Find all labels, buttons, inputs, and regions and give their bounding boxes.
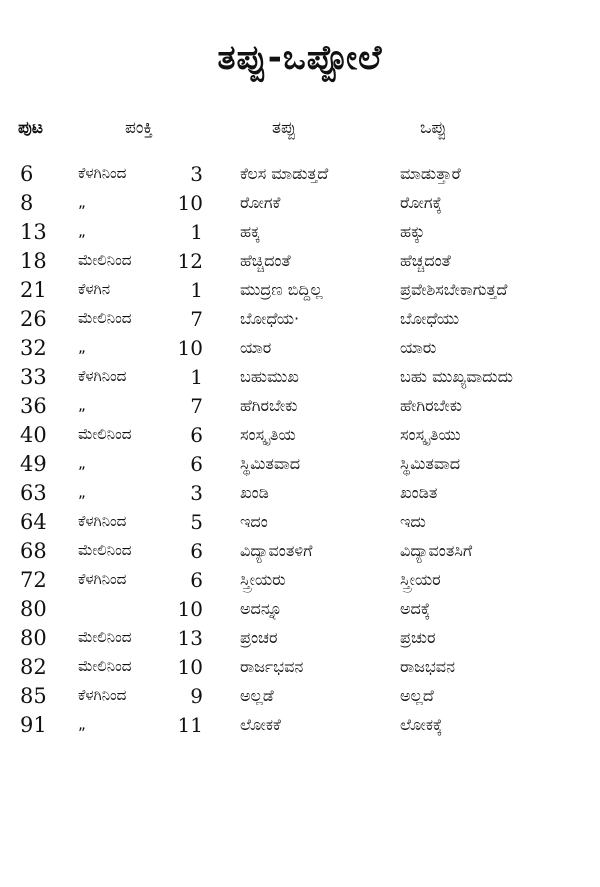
- row-page-number: 18: [20, 249, 47, 273]
- row-wrong-text: ಖಂಡಿ: [240, 483, 269, 502]
- row-wrong-text: ಬಹುಮುಖ: [240, 367, 299, 386]
- row-page-number: 64: [20, 510, 47, 534]
- row-page-number: 68: [20, 539, 47, 563]
- row-line-number: 10: [177, 191, 203, 215]
- row-position: ಮೇಲಿನಿಂದ: [78, 309, 132, 327]
- row-line-number: 6: [190, 452, 203, 476]
- row-position: „: [78, 193, 86, 211]
- row-page-number: 32: [20, 336, 47, 360]
- row-line-number: 12: [177, 249, 203, 273]
- table-row: [0, 537, 600, 566]
- row-page-number: 72: [20, 568, 47, 592]
- row-wrong-text: ವಿದ್ಯಾವಂತಳಿಗೆ: [240, 541, 313, 560]
- row-line-number: 6: [190, 423, 203, 447]
- row-page-number: 33: [20, 365, 47, 389]
- row-wrong-text: ಸ್ಥಿಮಿತವಾದ: [240, 454, 301, 473]
- row-line-number: 11: [177, 713, 203, 737]
- table-row: [0, 218, 600, 247]
- row-wrong-text: ರಾರ್ಜಭವನ: [240, 657, 304, 676]
- row-correct-text: ವಿದ್ಯಾವಂತಸಿಗೆ: [400, 541, 473, 560]
- row-correct-text: ಖಂಡಿತ: [400, 483, 438, 502]
- table-row: [0, 189, 600, 218]
- table-row: [0, 276, 600, 305]
- table-row: [0, 711, 600, 740]
- errata-table: [0, 160, 600, 740]
- page-title: ತಪ್ಪು-ಒಪ್ಪೋಲೆ: [217, 38, 383, 78]
- table-row: [0, 334, 600, 363]
- row-line-number: 9: [190, 684, 203, 708]
- row-wrong-text: ಮುದ್ರಣ ಬಿದ್ದಿಲ್ಲ: [240, 280, 323, 299]
- row-correct-text: ಲೋಕಕ್ಕೆ: [400, 715, 443, 734]
- table-row: [0, 450, 600, 479]
- row-position: ಮೇಲಿನಿಂದ: [78, 541, 132, 559]
- row-correct-text: ಹೇಗಿರಬೇಕು: [400, 396, 463, 415]
- row-page-number: 91: [20, 713, 47, 737]
- row-line-number: 6: [190, 539, 203, 563]
- row-page-number: 8: [20, 191, 34, 215]
- row-position: ಮೇಲಿನಿಂದ: [78, 425, 132, 443]
- table-row: [0, 421, 600, 450]
- row-correct-text: ಸ್ಥಿಮಿತವಾದ: [400, 454, 461, 473]
- table-header: [0, 118, 600, 148]
- row-correct-text: ಮಾಡುತ್ತಾರೆ: [400, 164, 461, 183]
- row-page-number: 80: [20, 597, 47, 621]
- header-page: ಪುಟ: [18, 118, 43, 138]
- row-position: ಕೆಳಗಿನಿಂದ: [78, 686, 127, 704]
- row-correct-text: ಇದು: [400, 512, 426, 531]
- row-correct-text: ರಾಜಭವನ: [400, 657, 455, 676]
- row-page-number: 85: [20, 684, 47, 708]
- row-line-number: 7: [190, 307, 203, 331]
- row-page-number: 80: [20, 626, 47, 650]
- row-wrong-text: ಬೋಧೆಯ·: [240, 309, 300, 328]
- row-position: „: [78, 222, 86, 240]
- row-correct-text: ರೋಗಕ್ಕೆ: [400, 193, 442, 212]
- row-line-number: 6: [190, 568, 203, 592]
- row-position: ಕೆಳಗಿನಿಂದ: [78, 570, 127, 588]
- row-position: ಮೇಲಿನಿಂದ: [78, 251, 132, 269]
- table-row: [0, 363, 600, 392]
- row-line-number: 13: [177, 626, 203, 650]
- table-row: [0, 682, 600, 711]
- header-line: ಪಂಕ್ತಿ: [125, 118, 153, 138]
- table-row: [0, 479, 600, 508]
- row-correct-text: ಪ್ರವೇಶಿಸಬೇಕಾಗುತ್ತದೆ: [400, 280, 508, 299]
- row-page-number: 6: [20, 162, 34, 186]
- row-correct-text: ಬಹು ಮುಖ್ಯವಾದುದು: [400, 367, 514, 386]
- row-line-number: 3: [190, 162, 203, 186]
- row-page-number: 21: [20, 278, 47, 302]
- row-wrong-text: ಹೆಗಿರಬೇಕು: [240, 396, 298, 415]
- row-correct-text: ಸಂಸ್ಕೃತಿಯು: [400, 425, 461, 444]
- table-row: [0, 566, 600, 595]
- row-page-number: 13: [20, 220, 47, 244]
- row-wrong-text: ಹಕ್ಕ: [240, 222, 260, 241]
- row-wrong-text: ಸಂಸ್ಕೃತಿಯ: [240, 425, 296, 444]
- row-line-number: 1: [190, 220, 203, 244]
- row-wrong-text: ಪ್ರಂಚರ: [240, 628, 278, 647]
- row-line-number: 7: [190, 394, 203, 418]
- row-wrong-text: ಸ್ತ್ರೀಯರು: [240, 570, 286, 589]
- row-wrong-text: ಕೆಲಸ ಮಾಡುತ್ತದೆ: [240, 164, 329, 183]
- row-correct-text: ಅಲ್ಲದೆ: [400, 686, 434, 705]
- row-line-number: 10: [177, 655, 203, 679]
- table-row: [0, 305, 600, 334]
- row-page-number: 26: [20, 307, 47, 331]
- row-correct-text: ಯಾರು: [400, 338, 437, 357]
- row-wrong-text: ಅಲ್ಲಡೆ: [240, 686, 274, 705]
- row-position: ಕೆಳಗಿನಿಂದ: [78, 164, 127, 182]
- row-page-number: 82: [20, 655, 47, 679]
- row-line-number: 1: [190, 365, 203, 389]
- row-correct-text: ಪ್ರಚುರ: [400, 628, 436, 647]
- table-row: [0, 653, 600, 682]
- row-wrong-text: ಅದನ್ನೂ: [240, 599, 283, 618]
- table-row: [0, 392, 600, 421]
- row-position: „: [78, 715, 86, 733]
- row-correct-text: ಸ್ತ್ರೀಯರ: [400, 570, 441, 589]
- row-position: „: [78, 454, 86, 472]
- row-page-number: 36: [20, 394, 47, 418]
- row-wrong-text: ಹೆಚ್ಚಿದಂತೆ: [240, 251, 291, 270]
- table-row: [0, 160, 600, 189]
- row-wrong-text: ರೋಗಕೆ: [240, 193, 281, 212]
- table-row: [0, 508, 600, 537]
- row-line-number: 3: [190, 481, 203, 505]
- row-line-number: 10: [177, 597, 203, 621]
- row-line-number: 1: [190, 278, 203, 302]
- row-line-number: 5: [190, 510, 203, 534]
- row-wrong-text: ಯಾರ: [240, 338, 272, 357]
- row-correct-text: ಹಕ್ಕು: [400, 222, 425, 241]
- row-position: „: [78, 396, 86, 414]
- row-wrong-text: ಲೋಕಕೆ: [240, 715, 281, 734]
- row-page-number: 40: [20, 423, 47, 447]
- row-correct-text: ಅದಕ್ಕೆ: [400, 599, 431, 618]
- row-position: ಮೇಲಿನಿಂದ: [78, 657, 132, 675]
- row-position: ಕೆಳಗಿನಿಂದ: [78, 367, 127, 385]
- row-position: „: [78, 338, 86, 356]
- table-row: [0, 595, 600, 624]
- header-right: ಒಪ್ಪು: [420, 118, 447, 138]
- row-page-number: 63: [20, 481, 47, 505]
- row-correct-text: ಬೋಧೆಯು: [400, 309, 460, 328]
- table-row: [0, 247, 600, 276]
- row-line-number: 10: [177, 336, 203, 360]
- row-correct-text: ಹೆಚ್ಚದಂತೆ: [400, 251, 451, 270]
- row-wrong-text: ಇದಂ: [240, 512, 268, 531]
- table-row: [0, 624, 600, 653]
- header-wrong: ತಪ್ಪು: [272, 118, 297, 138]
- row-position: „: [78, 483, 86, 501]
- row-position: ಕೆಳಗಿನ: [78, 280, 111, 298]
- row-position: ಕೆಳಗಿನಿಂದ: [78, 512, 127, 530]
- row-page-number: 49: [20, 452, 47, 476]
- row-position: ಮೇಲಿನಿಂದ: [78, 628, 132, 646]
